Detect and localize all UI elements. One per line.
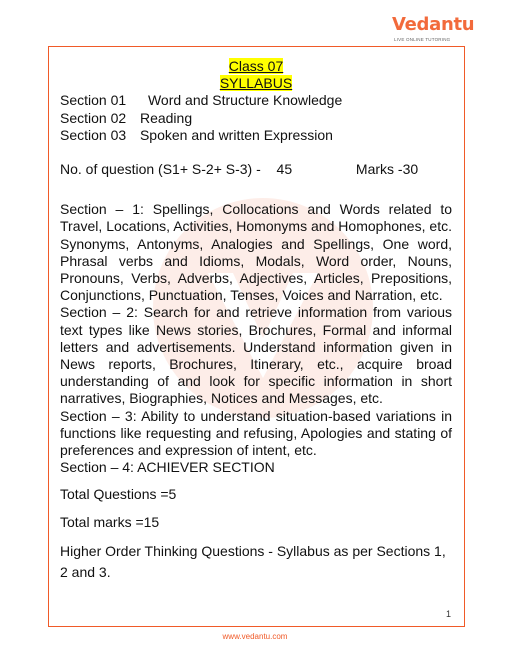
detail-text: Search for and retrieve information from various text types like News stories, Brochures, Formal and informal letters and advertisements. Understand information given in News reports, Brochures, Itinerary, etc., acquire broad understanding of and look for specific information in short narratives, Biographies, Notices and Messages, etc. [60,304,452,407]
page-number: 1 [446,609,452,619]
vedantu-logo [392,6,474,46]
footer-url[interactable]: www.vedantu.com [222,632,288,641]
section-row-2 [60,110,452,127]
question-summary-row [60,161,452,178]
total-marks: Total marks =15 [60,513,160,530]
class-title: Class 07 [228,58,284,74]
detail-text: Spellings, Collocations and Words related to Travel, Locations, Activities, Homonyms and Homophones, etc. Synonyms, Antonyms, Analogies and Spellings, One word, Phrasal verbs and Idioms, Modals, Word order, Nouns, Pronouns, Verbs, Adverbs, Adjectives, Articles, Prepositions, Conjunctions, Punctuation, Tenses, Voices and Narration, etc. [60,201,453,304]
marks-label: Marks -30 [355,161,419,178]
syllabus-title-row [60,75,452,92]
section-2-detail [60,304,452,407]
section-number: Section 02 [60,109,127,126]
section-3-detail [60,408,452,460]
detail-heading: Section – 4: [60,459,134,476]
section-title: Word and Structure Knowledge [147,92,343,109]
detail-text: Ability to understand situation-based variations in functions like requesting and refusing, Apologies and stating of preferences and expression of intent, etc. [60,407,453,459]
section-title: Spoken and written Expression [139,126,333,143]
detail-heading: Section – 2: [60,304,138,321]
syllabus-title: SYLLABUS [219,75,293,92]
detail-heading: Section – 1: [60,201,144,218]
logo-wordmark: Vedantu [392,14,475,35]
detail-text: ACHIEVER SECTION [137,459,275,476]
section-number: Section 01 [60,92,127,109]
section-4-detail [60,459,452,476]
section-title: Reading [139,109,193,126]
logo-tagline: LIVE ONLINE TUTORING [394,37,451,42]
questions-label: No. of question (S1+ S-2+ S-3) - [60,161,261,178]
total-questions: Total Questions =5 [60,486,177,503]
hots-note: Higher Order Thinking Questions - Syllabus as per Sections 1, 2 and 3. [60,542,446,580]
section-row-1 [60,92,452,109]
questions-value: 45 [276,161,293,178]
section-number: Section 03 [60,126,127,143]
syllabus-content [60,58,452,583]
class-title-row [60,58,452,75]
section-1-detail [60,201,452,304]
detail-heading: Section – 3: [60,407,137,424]
section-row-3 [60,127,452,144]
